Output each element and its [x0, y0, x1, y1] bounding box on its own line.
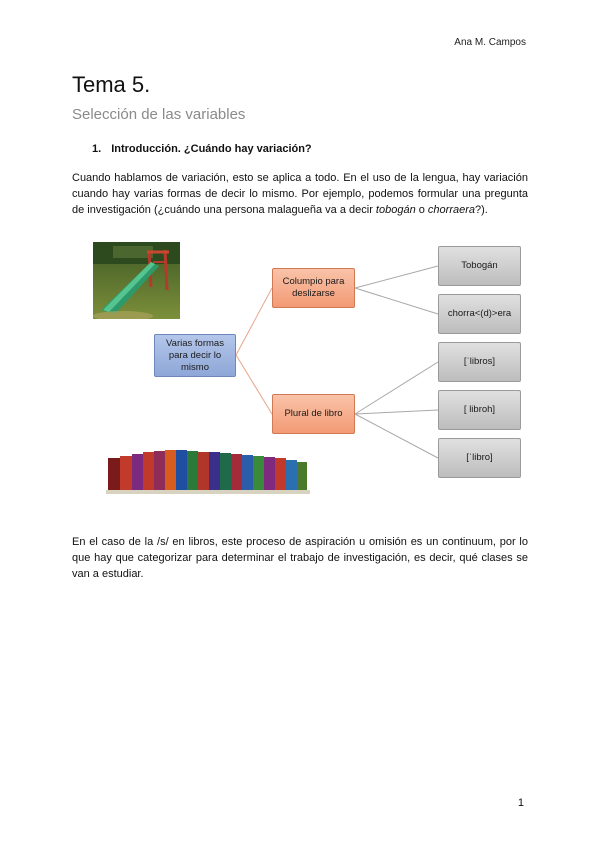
page-title: Tema 5.: [72, 72, 151, 97]
term-tobogan: tobogán: [375, 204, 416, 216]
diagram-leaf-libroh: [ libroh]: [438, 390, 521, 430]
diagram-branch-columpio: Columpio para deslizarse: [272, 268, 355, 308]
page-subtitle: Selección de las variables: [72, 106, 246, 123]
author-header: Ana M. Campos: [454, 37, 526, 48]
diagram-leaf-chorraera: chorra<(d)>era: [438, 294, 521, 334]
section-title: Introducción. ¿Cuándo hay variación?: [111, 143, 312, 155]
diagram-leaf-libros: [ˈlibros]: [438, 342, 521, 382]
intro-conj: o: [415, 204, 428, 216]
intro-text: Cuando hablamos de variación, esto se aplica a todo. En el uso de la lengua, hay variación cuando hay varias formas de decir lo mismo. Por ejemplo, podemos formular una pregunta de investigación (¿cuándo una persona malagueña va a decir: [72, 172, 528, 216]
conclusion-paragraph: En el caso de la /s/ en libros, este proceso de aspiración u omisión es un continuum, por lo que hay que categorizar para determinar el trabajo de investigación, es decir, qué clases se van a estudiar.: [72, 536, 528, 580]
diagram-leaf-tobogan: Tobogán: [438, 246, 521, 286]
intro-text-end: ?).: [475, 204, 488, 216]
diagram-leaf-libro: [ˈlibro]: [438, 438, 521, 478]
diagram-branch-plural: Plural de libro: [272, 394, 355, 434]
section-number: 1.: [92, 143, 102, 155]
diagram-root-node: Varias formas para decir lo mismo: [154, 334, 236, 377]
page-number: 1: [517, 797, 524, 809]
term-chorraera: chorraera: [427, 204, 475, 216]
